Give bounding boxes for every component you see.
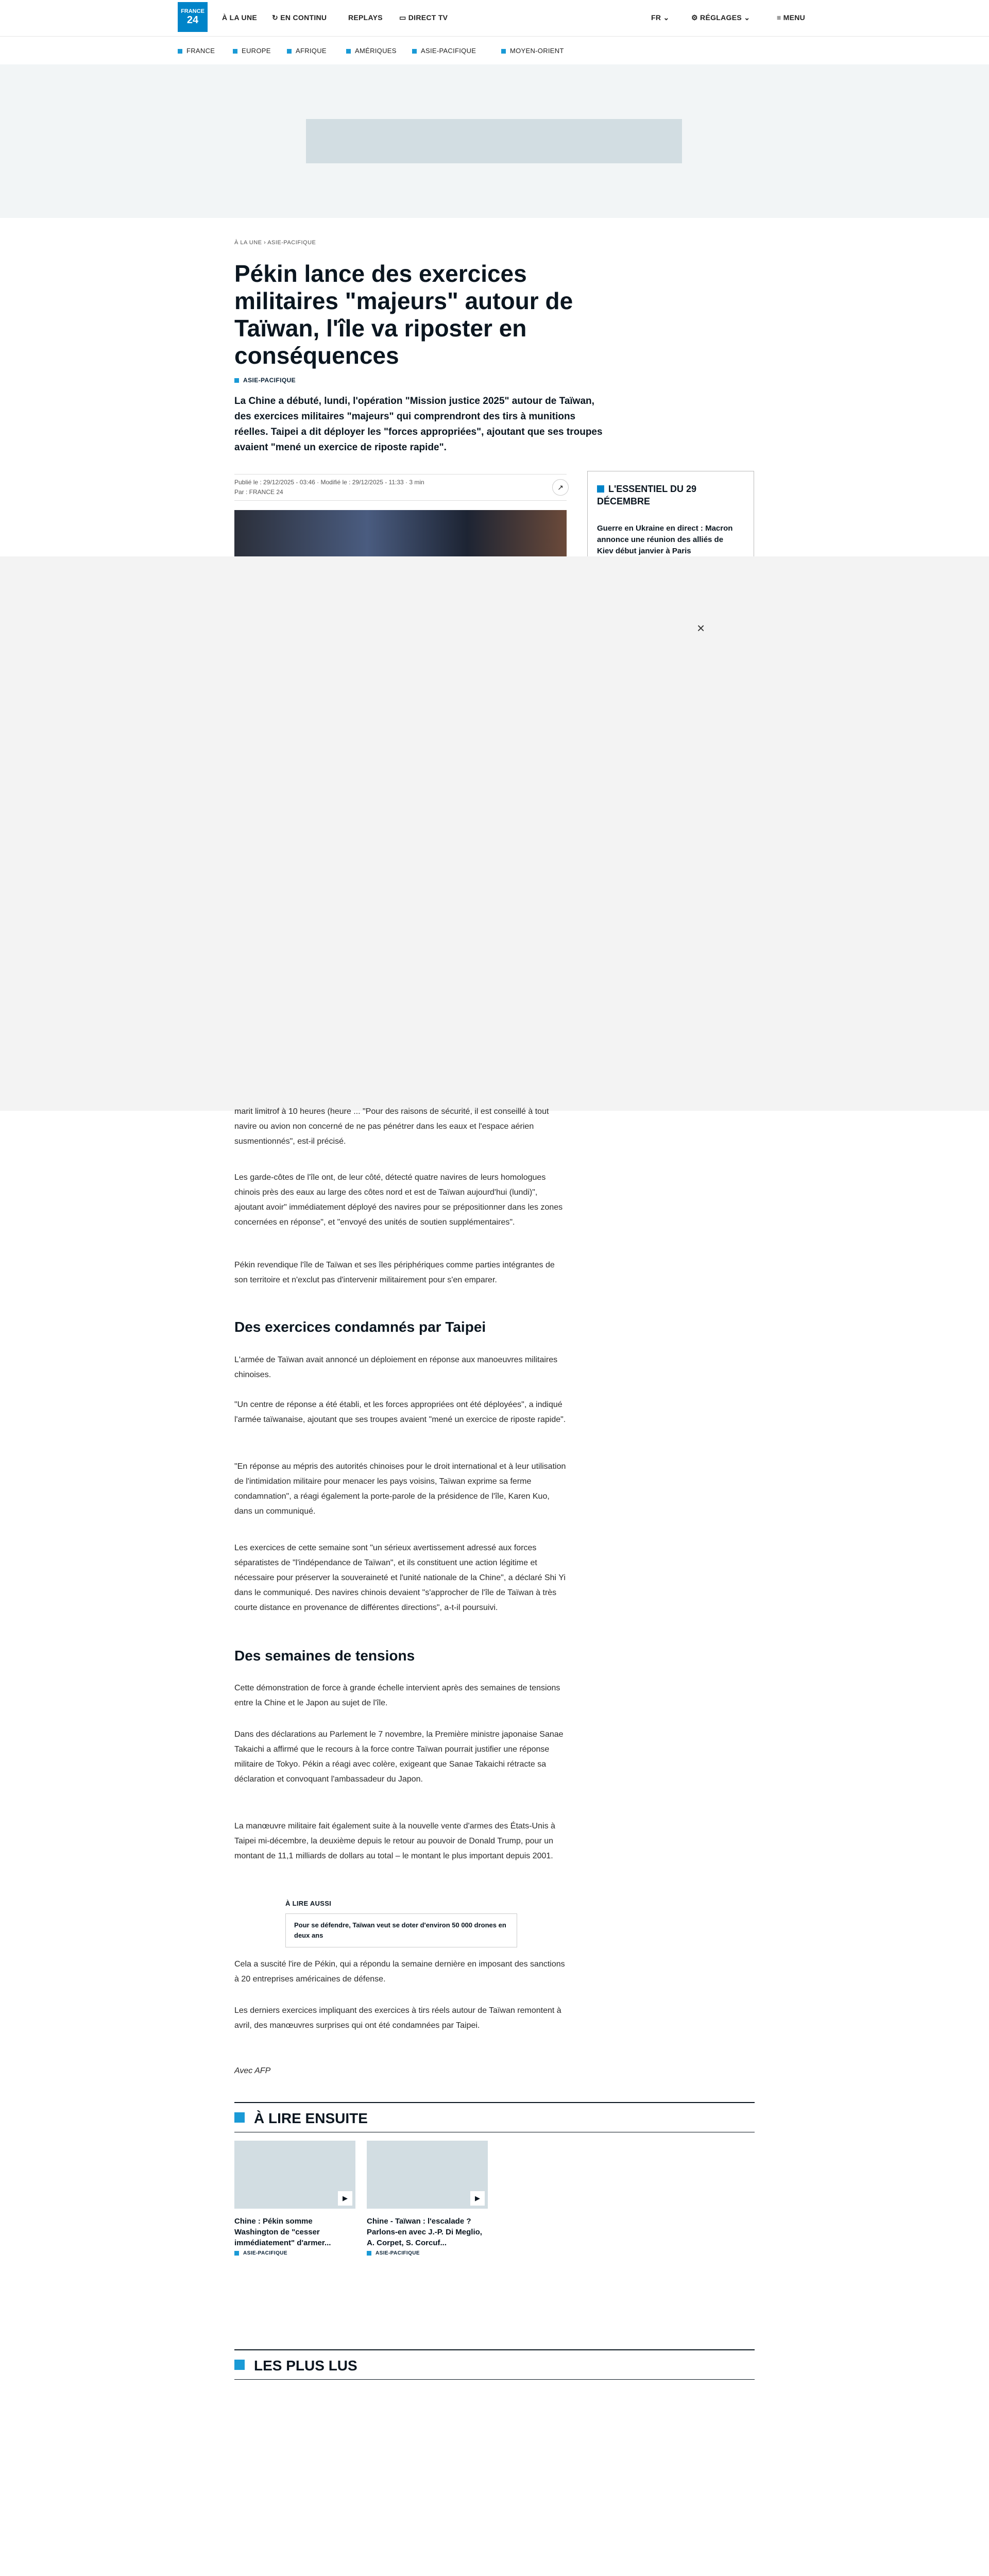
logo-top-text: FRANCE xyxy=(181,8,204,14)
square-icon xyxy=(234,2360,245,2370)
share-icon: ↗ xyxy=(557,483,564,492)
body-paragraph: Les exercices de cette semaine sont "un sérieux avertissement adressé aux forces séparatistes de "l'indépendance de Taïwan", et ils constituent une action légitime et nécessaire pour préserver la souveraineté et l'unité nationale de la Chine", a déclaré Shi Yi dans le communiqué. Des navires chinois devaient "s'approcher de l'île de Taïwan à très courte distance en provenance de différentes directions", a-t-il poursuivi. xyxy=(234,1544,566,1612)
tv-icon: ▭ xyxy=(399,13,408,22)
square-icon xyxy=(597,485,604,493)
breadcrumb[interactable]: À LA UNE › ASIE-PACIFIQUE xyxy=(234,240,316,246)
bullet-icon xyxy=(501,49,506,54)
region-tag[interactable] xyxy=(234,377,296,384)
nav-direct-tv-label: DIRECT TV xyxy=(408,13,448,22)
article-title: Pékin lance des exercices militaires "majeurs" autour de Taïwan, l'île va riposter en conséquences xyxy=(234,260,573,369)
subnav-label: MOYEN-ORIENT xyxy=(510,47,564,55)
chevron-down-icon: ⌄ xyxy=(742,13,751,22)
source-credit: Avec AFP xyxy=(234,2066,271,2075)
subnav-item-afrique[interactable] xyxy=(287,47,327,55)
logo-bottom-text: 24 xyxy=(186,14,199,26)
settings-label: RÉGLAGES xyxy=(700,13,742,22)
region-tag-label: ASIE-PACIFIQUE xyxy=(243,377,296,384)
most-read-title: LES PLUS LUS xyxy=(254,2358,357,2374)
bullet-icon xyxy=(367,2251,371,2256)
read-next-card[interactable] xyxy=(367,2141,488,2256)
section-heading: Des exercices condamnés par Taipei xyxy=(234,1319,486,1335)
menu-button[interactable] xyxy=(777,13,805,22)
card-title: Chine - Taïwan : l'escalade ? Parlons-en avec J.-P. Di Meglio, A. Corpet, S. Corcuf... xyxy=(367,2217,482,2247)
card-tag-label: ASIE-PACIFIQUE xyxy=(243,2250,287,2256)
bullet-icon xyxy=(412,49,417,54)
body-paragraph: "Un centre de réponse a été établi, et les forces appropriées ont été déployées", a indiqué l'armée taïwanaise, ajoutant que ses troupes avaient "mené un exercice de riposte rapide". xyxy=(234,1400,566,1424)
region-subnav xyxy=(0,37,989,65)
chevron-down-icon: ⌄ xyxy=(661,13,670,22)
bullet-icon xyxy=(346,49,351,54)
section-heading: Des semaines de tensions xyxy=(234,1648,415,1664)
subnav-item-moyen-orient[interactable] xyxy=(501,47,564,55)
bullet-icon xyxy=(234,2251,239,2256)
play-icon: ▶ xyxy=(338,2191,352,2206)
also-read-block xyxy=(285,1900,517,1948)
body-paragraph: "En réponse au mépris des autorités chinoises pour le droit international et à leur utilisation de l'intimidation militaire pour menacer les pays voisins, Taïwan exprime sa ferme condamnation", a réagi également la porte-parole de la présidence de l'île, Karen Kuo, dans un communiqué. xyxy=(234,1462,566,1516)
body-paragraph: Cela a suscité l'ire de Pékin, qui a répondu la semaine dernière en imposant des sanctions à 20 entreprises américaines de défense. xyxy=(234,1960,565,1984)
author-line[interactable]: Par : FRANCE 24 xyxy=(234,488,283,496)
subnav-item-asie-pacifique[interactable] xyxy=(412,47,476,55)
essentiel-link[interactable]: Guerre en Ukraine en direct : Macron annonce une réunion des alliés de Kiev début janvier à Paris xyxy=(597,524,733,555)
also-read-link[interactable]: Pour se défendre, Taïwan veut se doter d'environ 50 000 drones en deux ans xyxy=(285,1913,517,1947)
article-lede: La Chine a débuté, lundi, l'opération "Mission justice 2025" autour de Taïwan, des exercices militaires "majeurs" qui comprendront des tirs à munitions réelles. Taipei a dit déployer les "forces appropriées", ajoutant que ses troupes avaient "mené un exercice de riposte rapide". xyxy=(234,396,603,453)
most-read-header xyxy=(234,2349,755,2380)
article-meta xyxy=(234,474,567,501)
card-thumbnail xyxy=(234,2141,355,2209)
read-next-header xyxy=(234,2102,755,2132)
language-selector[interactable] xyxy=(651,13,670,22)
subnav-item-europe[interactable] xyxy=(233,47,271,55)
subnav-item-ameriques[interactable] xyxy=(346,47,397,55)
square-icon xyxy=(234,2112,245,2123)
menu-label: MENU xyxy=(783,13,806,22)
ad-placeholder xyxy=(306,119,682,163)
subnav-label: ASIE-PACIFIQUE xyxy=(421,47,476,55)
card-tag xyxy=(234,2250,355,2256)
nav-a-la-une[interactable]: À LA UNE xyxy=(222,13,257,22)
nav-replays[interactable]: REPLAYS xyxy=(348,13,383,22)
body-paragraph: marit limitrof à 10 heures (heure ... "Pour des raisons de sécurité, il est conseillé à tout navire ou avion non concerné de ne pas pénétrer dans les eaux et l'espace aérien susmentionnés", est-il précisé. xyxy=(234,1107,549,1146)
read-next-title: À LIRE ENSUITE xyxy=(254,2110,368,2126)
top-header xyxy=(0,0,989,37)
read-next-card[interactable] xyxy=(234,2141,355,2256)
france24-logo[interactable] xyxy=(178,2,208,32)
bullet-icon xyxy=(233,49,237,54)
subnav-label: EUROPE xyxy=(242,47,271,55)
body-paragraph: Pékin revendique l'île de Taïwan et ses îles périphériques comme parties intégrantes de son territoire et n'exclut pas d'intervenir militairement pour s'en emparer. xyxy=(234,1261,555,1284)
play-icon: ▶ xyxy=(470,2191,485,2206)
close-icon[interactable]: × xyxy=(697,620,705,636)
body-paragraph: Les derniers exercices impliquant des exercices à tirs réels autour de Taïwan remontent à avril, des manœuvres surprises qui ont été condamnées par Taipei. xyxy=(234,2006,561,2030)
hamburger-icon: ≡ xyxy=(777,13,783,22)
body-paragraph: Dans des déclarations au Parlement le 7 novembre, la Première ministre japonaise Sanae Takaichi a affirmé que le recours à la force contre Taïwan pourrait justifier une réponse militaire de Tokyo. Pékin a réagi avec colère, exigeant que Sanae Takaichi rétracte sa déclaration et convoquant l'ambassadeur du Japon. xyxy=(234,1730,564,1784)
body-paragraph: L'armée de Taïwan avait annoncé un déploiement en réponse aux manoeuvres militaires chinoises. xyxy=(234,1355,558,1379)
subnav-label: FRANCE xyxy=(186,47,215,55)
card-tag-label: ASIE-PACIFIQUE xyxy=(376,2250,420,2256)
bullet-icon xyxy=(178,49,182,54)
bullet-icon xyxy=(234,378,239,383)
language-label: FR xyxy=(651,13,661,22)
card-title: Chine : Pékin somme Washington de "cesser immédiatement" d'armer... xyxy=(234,2217,331,2247)
body-paragraph: Les garde-côtes de l'île ont, de leur côté, détecté quatre navires de leurs homologues chinois près des eaux au large des côtes nord et est de Taïwan aujourd'hui (lundi)", ajoutant avoir" immédiatement déployé des navires pour se prépositionner dans les zones concernées en réponse", et "envoyé des unités de soutien supplémentaires". xyxy=(234,1173,563,1227)
nav-en-continu-label: EN CONTINU xyxy=(280,13,327,22)
share-button[interactable] xyxy=(552,479,569,496)
gear-icon: ⚙ xyxy=(691,13,701,22)
nav-direct-tv[interactable] xyxy=(399,13,448,22)
subnav-item-france[interactable] xyxy=(178,47,215,55)
card-tag xyxy=(367,2250,488,2256)
refresh-icon: ↻ xyxy=(272,13,281,22)
subnav-label: AMÉRIQUES xyxy=(355,47,397,55)
publish-date: Publié le : 29/12/2025 - 03:46 · Modifié le : 29/12/2025 - 11:33 · 3 min xyxy=(234,479,424,486)
subnav-label: AFRIQUE xyxy=(296,47,327,55)
settings-button[interactable] xyxy=(691,13,750,22)
essentiel-title-text: L'ESSENTIEL DU 29 DÉCEMBRE xyxy=(597,484,696,506)
essentiel-title xyxy=(597,483,741,507)
card-thumbnail xyxy=(367,2141,488,2209)
essentiel-box xyxy=(587,471,754,565)
article-hero-image xyxy=(234,510,567,556)
body-paragraph: La manœuvre militaire fait également suite à la nouvelle vente d'armes des États-Unis à Taipei mi-décembre, la deuxième depuis le retour au pouvoir de Donald Trump, pour un montant de 11,1 milliards de dollars au total – le montant le plus important depuis 2001. xyxy=(234,1822,555,1860)
video-overlay xyxy=(0,556,989,1111)
nav-en-continu[interactable] xyxy=(272,13,327,22)
bullet-icon xyxy=(287,49,292,54)
body-paragraph: Cette démonstration de force à grande échelle intervient après des semaines de tensions entre la Chine et le Japon au sujet de l'île. xyxy=(234,1684,560,1707)
also-read-label: À LIRE AUSSI xyxy=(285,1900,332,1907)
